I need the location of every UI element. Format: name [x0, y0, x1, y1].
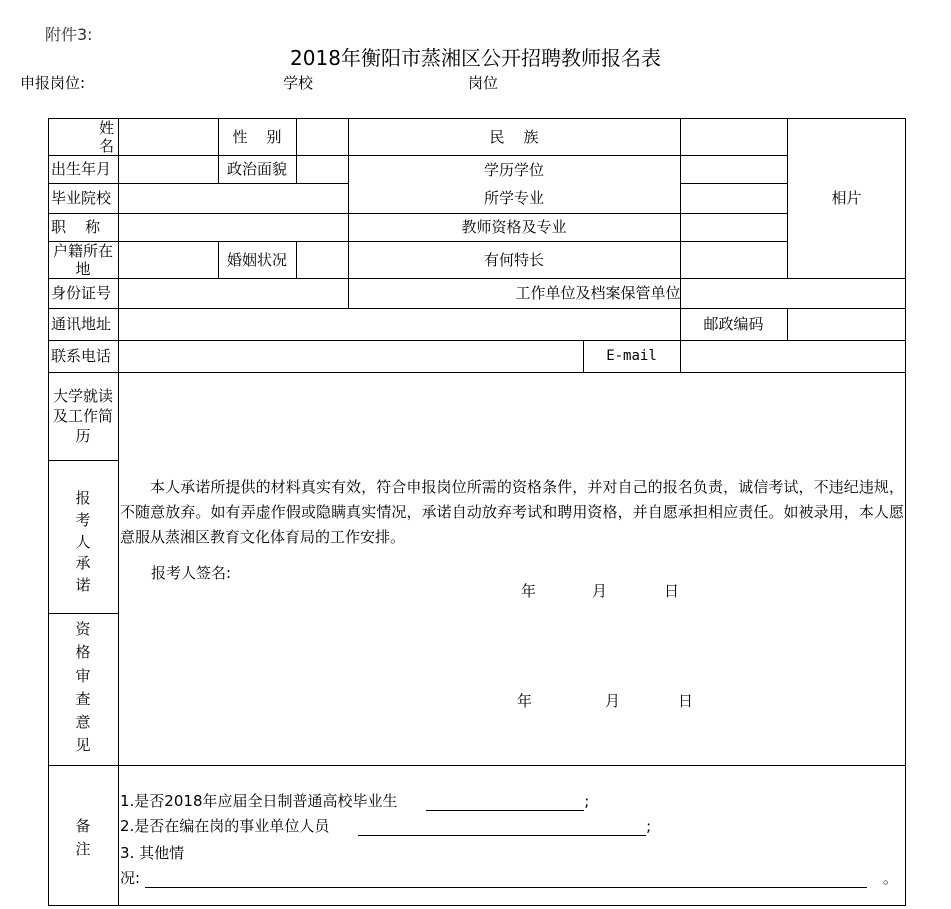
- gender-label: 性 别: [232, 127, 282, 146]
- pledge-date-month: 月: [592, 582, 608, 600]
- birth-label: 出生年月: [51, 160, 112, 178]
- marital-label: 婚姻状况: [226, 250, 287, 269]
- photo-label: 相片: [831, 189, 862, 207]
- position-label: 岗位: [468, 74, 499, 92]
- pledge-text: 本人承诺所提供的材料真实有效，符合申报岗位所需的资格条件，并对自己的报名负责，诚信考试，不违纪违规，不随意放弃。如有弄虚作假或隐瞒真实情况，承诺自动放弃考试和聘用资格，并自愿承担相应责任。如被录用，本人愿意服从蒸湘区教育文化体育局的工作安排。: [120, 478, 904, 546]
- note-item-3: [120, 867, 898, 888]
- row-divider: [680, 183, 787, 184]
- specialty-label: 有何特长: [483, 250, 544, 269]
- review-date-year: 年: [517, 692, 533, 710]
- political-label: 政治面貌: [226, 160, 287, 178]
- resume-label: 大学就读及工作简历: [52, 386, 113, 446]
- postcode-label: 邮政编码: [703, 315, 764, 333]
- row-divider: [48, 460, 118, 461]
- ethnicity-label: 民 族: [489, 127, 539, 146]
- work-unit-label: 工作单位及档案保管单位: [515, 284, 681, 302]
- row-divider: [48, 372, 906, 373]
- note-item-3-blank[interactable]: [145, 873, 867, 888]
- major-label: 所学专业: [483, 189, 544, 207]
- column-divider: [787, 308, 788, 340]
- review-date-month: 月: [605, 692, 621, 710]
- name-label: 姓 名: [98, 118, 114, 155]
- pledge-date-day: 日: [664, 582, 680, 600]
- column-divider: [296, 241, 297, 278]
- degree-label: 学历学位: [483, 161, 544, 179]
- note-item-1-text: 1.是否2018年应届全日制普通高校毕业生: [120, 792, 398, 810]
- note-item-3b-text: 况:: [120, 869, 141, 887]
- row-divider: [48, 613, 118, 614]
- signature-label: 报考人签名:: [151, 564, 232, 582]
- id-number-label: 身份证号: [51, 284, 112, 302]
- graduate-school-label: 毕业院校: [51, 189, 112, 207]
- attachment-label: 附件3:: [45, 25, 93, 44]
- pledge-label: 报考人承诺: [75, 489, 91, 594]
- teacher-cert-label: 教师资格及专业: [461, 218, 567, 236]
- note-item-2: [120, 815, 651, 836]
- phone-label: 联系电话: [51, 347, 112, 365]
- household-label: 户籍所在地: [52, 241, 113, 278]
- note-item-2-text: 2.是否在编在岗的事业单位人员: [120, 817, 330, 835]
- row-divider: [48, 765, 906, 766]
- column-divider: [296, 118, 297, 183]
- address-label: 通讯地址: [51, 315, 112, 333]
- email-label: E-mail: [606, 347, 657, 364]
- note-item-1-blank[interactable]: [426, 796, 584, 811]
- review-date-day: 日: [678, 692, 694, 710]
- note-item-1: [120, 790, 589, 811]
- note-item-2-blank[interactable]: [358, 821, 646, 836]
- apply-position-label: 申报岗位:: [20, 74, 86, 92]
- note-item-1-end: ;: [584, 792, 590, 810]
- professional-title-label: 职 称: [51, 218, 101, 236]
- note-item-3-end: 。: [882, 869, 898, 887]
- note-item-3a: 3. 其他情: [120, 844, 185, 862]
- row-divider: [48, 340, 906, 341]
- note-item-2-end: ;: [646, 817, 652, 835]
- review-label: 资格审查意见: [75, 620, 91, 755]
- notes-label: 备注: [75, 817, 91, 858]
- form-title: 2018年衡阳市蒸湘区公开招聘教师报名表: [290, 46, 661, 70]
- pledge-date-year: 年: [521, 582, 537, 600]
- school-label: 学校: [283, 74, 314, 92]
